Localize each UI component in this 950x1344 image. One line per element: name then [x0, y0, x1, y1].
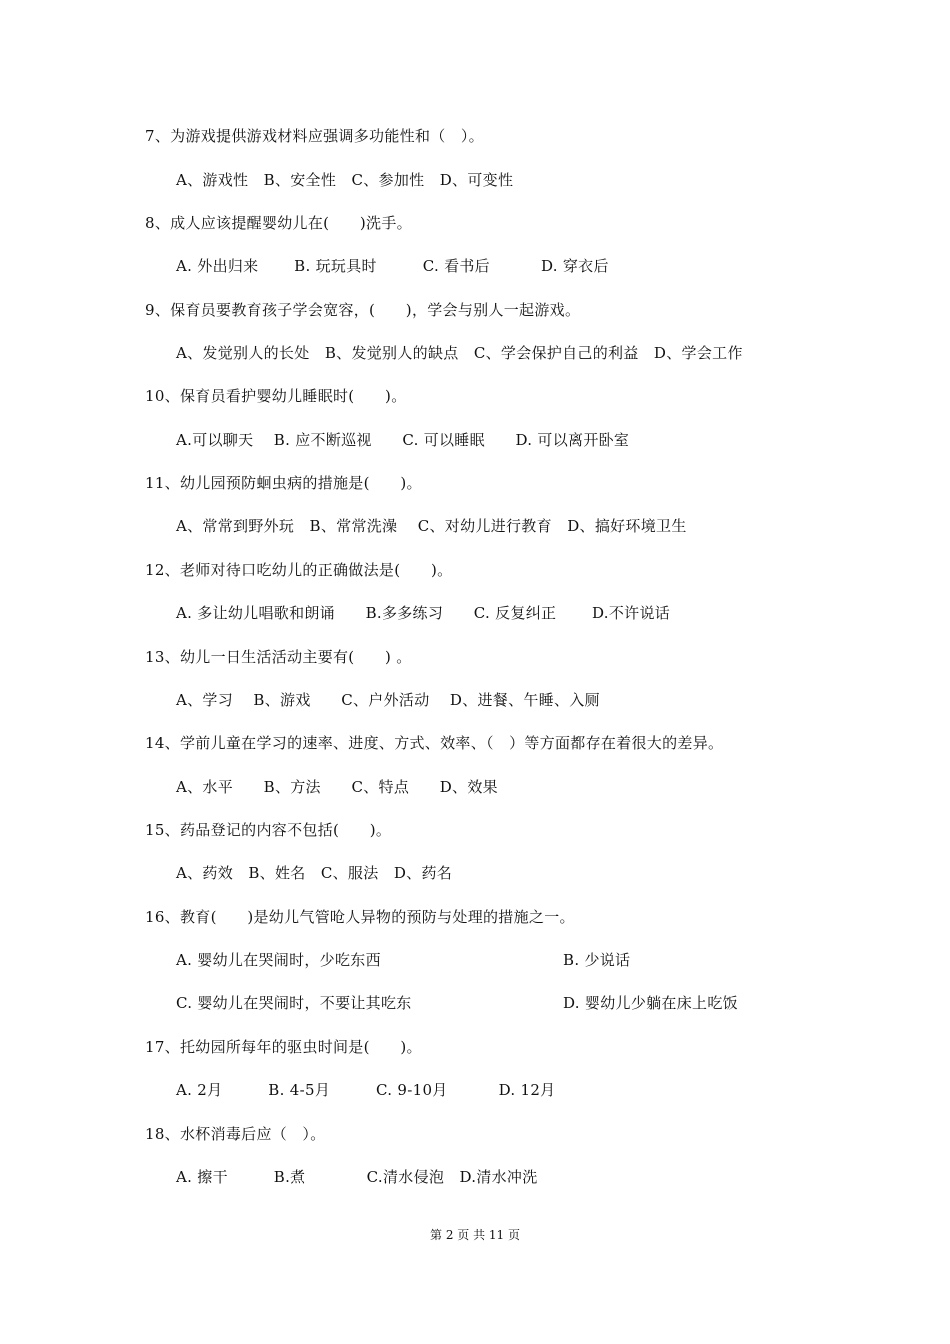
question-18: 18、水杯消毒后应（ ）。 — [145, 1125, 326, 1143]
question-11: 11、幼儿园预防蛔虫病的措施是( )。 — [145, 474, 422, 492]
options-10: A.可以聊天 B. 应不断巡视 C. 可以睡眠 D. 可以离开卧室 — [176, 431, 630, 449]
question-17: 17、托幼园所每年的驱虫时间是( )。 — [145, 1038, 422, 1056]
question-13: 13、幼儿一日生活活动主要有( ) 。 — [145, 648, 412, 666]
question-7: 7、为游戏提供游戏材料应强调多功能性和（ ）。 — [145, 127, 484, 145]
question-16: 16、教育( )是幼儿气管呛人异物的预防与处理的措施之一。 — [145, 908, 575, 926]
options-12: A. 多让幼儿唱歌和朗诵 B.多多练习 C. 反复纠正 D.不许说话 — [176, 604, 671, 622]
question-9: 9、保育员要教育孩子学会宽容，( )，学会与别人一起游戏。 — [145, 301, 581, 319]
option-16-a: A. 婴幼儿在哭闹时，少吃东西 — [176, 951, 381, 969]
question-8: 8、成人应该提醒婴幼儿在( )洗手。 — [145, 214, 412, 232]
option-16-b: B. 少说话 — [563, 951, 631, 969]
question-12: 12、老师对待口吃幼儿的正确做法是( )。 — [145, 561, 453, 579]
options-9: A、发觉别人的长处 B、发觉别人的缺点 C、学会保护自己的利益 D、学会工作 — [176, 344, 743, 362]
options-13: A、学习 B、游戏 C、户外活动 D、进餐、午睡、入厕 — [176, 691, 600, 709]
options-15: A、药效 B、姓名 C、服法 D、药名 — [176, 864, 453, 882]
options-8: A. 外出归来 B. 玩玩具时 C. 看书后 D. 穿衣后 — [176, 257, 609, 275]
options-17: A. 2月 B. 4-5月 C. 9-10月 D. 12月 — [176, 1081, 556, 1099]
options-14: A、水平 B、方法 C、特点 D、效果 — [176, 778, 498, 796]
question-15: 15、药品登记的内容不包括( )。 — [145, 821, 392, 839]
options-7: A、游戏性 B、安全性 C、参加性 D、可变性 — [176, 171, 514, 189]
option-16-d: D. 婴幼儿少躺在床上吃饭 — [563, 994, 738, 1012]
question-10: 10、保育员看护婴幼儿睡眠时( )。 — [145, 387, 407, 405]
question-14: 14、学前儿童在学习的速率、进度、方式、效率、（ ）等方面都存在着很大的差异。 — [145, 734, 724, 752]
page-footer: 第 2 页 共 11 页 — [430, 1228, 520, 1242]
options-18: A. 擦干 B.煮 C.清水侵泡 D.清水冲洗 — [176, 1168, 538, 1186]
option-16-c: C. 婴幼儿在哭闹时，不要让其吃东 — [176, 994, 412, 1012]
options-11: A、常常到野外玩 B、常常洗澡 C、对幼儿进行教育 D、搞好环境卫生 — [176, 517, 687, 535]
